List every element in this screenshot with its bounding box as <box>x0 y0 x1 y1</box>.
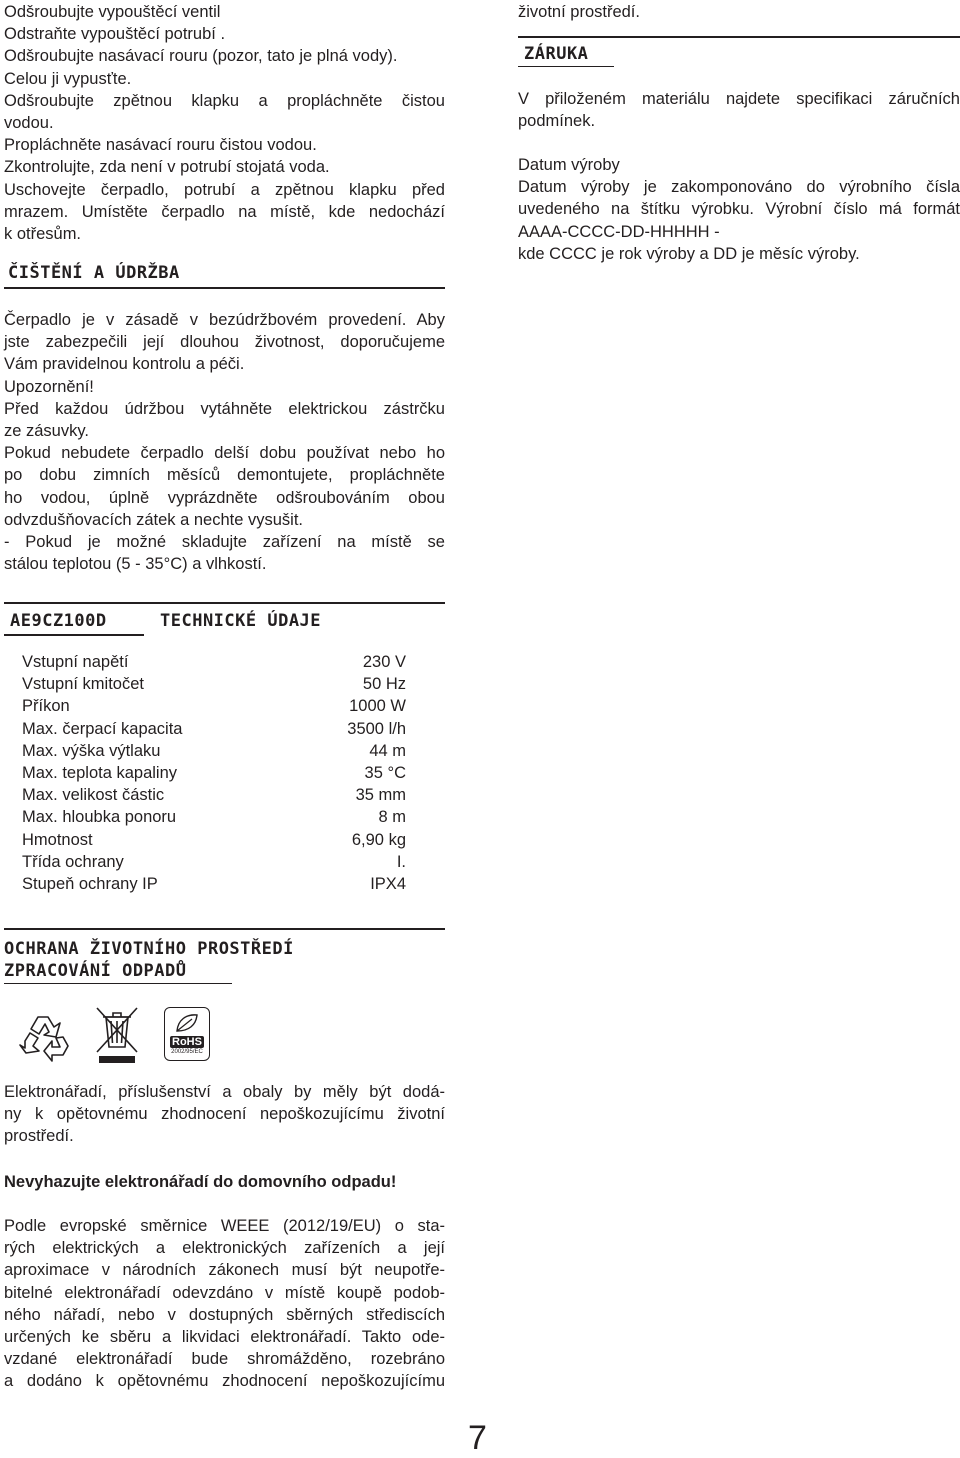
spec-label: Hmotnost <box>22 830 93 849</box>
cleaning-section <box>4 262 445 289</box>
text-line: mrazem. Umístěte čerpadlo na místě, kde nedochází <box>4 202 445 221</box>
spec-value: 50 Hz <box>362 675 406 694</box>
text-line: Odšroubujte vypouštěcí ventil <box>4 3 221 21</box>
environment-text <box>4 1081 445 1148</box>
spec-value: 6,90 kg <box>351 830 406 849</box>
cleaning-heading: ČIŠTĚNÍ A ÚDRŽBA <box>8 263 180 283</box>
text-line: ny k opětovnému zhodnocení nepoškozujícímu životní <box>4 1105 445 1124</box>
spec-row <box>22 718 406 740</box>
text-line: určených ke sběru a likvidaci elektronářadí. Takto ode- <box>4 1328 445 1347</box>
text-line: Podle evropské směrnice WEEE (2012/19/EU) o sta- <box>4 1217 445 1235</box>
heading-underline <box>518 66 614 67</box>
text-line: k otřesům. <box>4 225 82 244</box>
text-line: po dobu zimních měsíců demontujete, propláchněte <box>4 466 445 485</box>
heading-rule <box>4 287 445 289</box>
text-line: Datum výroby je zakomponováno do výrobního čísla <box>518 178 960 197</box>
cleaning-text <box>4 309 445 575</box>
heading-rule <box>518 36 960 38</box>
environment-header <box>4 928 445 984</box>
text-line: prostředí. <box>4 1127 74 1146</box>
rohs-label: RoHS <box>170 1036 204 1048</box>
text-line: Vám pravidelnou kontrolu a péči. <box>4 355 245 374</box>
text-line: AAAA-CCCC-DD-HHHHH - <box>518 222 720 241</box>
text-line: jste zabezpečili její dlouhou životnost, doporučujeme <box>4 333 445 352</box>
spec-row <box>22 762 406 784</box>
maintenance-steps <box>4 1 445 245</box>
spec-value: 44 m <box>369 741 406 760</box>
leaf-icon <box>174 1012 200 1034</box>
weee-text <box>4 1215 445 1393</box>
model-underline <box>4 634 144 636</box>
environment-warning: Nevyhazujte elektronářadí do domovního odpadu! <box>4 1173 397 1191</box>
spec-label: Stupeň ochrany IP <box>22 874 158 893</box>
spec-label: Max. čerpací kapacita <box>22 719 183 738</box>
crossed-bin-icon <box>94 1005 140 1065</box>
text-line: Odstraňte vypouštěcí potrubí . <box>4 25 226 44</box>
text-line: Upozornění! <box>4 377 94 396</box>
text-line: kde CCCC je rok výroby a DD je měsíc výroby. <box>518 244 860 263</box>
spec-value: I. <box>396 852 406 871</box>
environment-heading-line2: ZPRACOVÁNÍ ODPADŮ <box>4 961 187 981</box>
spec-value: 35 °C <box>364 763 406 782</box>
maintenance-text <box>4 1 445 245</box>
environment-warning-block <box>4 1171 445 1193</box>
spec-value: 35 mm <box>355 786 406 805</box>
rohs-icon <box>164 1007 210 1061</box>
page-number: 7 <box>468 1419 487 1457</box>
text-line: Elektronářadí, příslušenství a obaly by měly být dodá- <box>4 1083 445 1101</box>
text-line: a dodáno k opětovnému zhodnocení nepoškozujícímu <box>4 1372 445 1391</box>
spec-row <box>22 784 406 806</box>
spec-row <box>22 673 406 695</box>
spec-value: 8 m <box>378 808 406 827</box>
spec-row <box>22 873 406 895</box>
spec-value: 3500 l/h <box>347 719 406 738</box>
heading-rule <box>4 928 445 930</box>
model-number: AE9CZ100D <box>10 611 107 631</box>
text-line: Propláchněte nasávací rouru čistou vodou. <box>4 136 317 155</box>
text-line: vzdané elektronářadí bude shromážděno, rozebráno <box>4 1350 445 1369</box>
text-line: V přiloženém materiálu najdete specifikaci záručních <box>518 90 960 108</box>
text-line: ného nářadí, nebo v dostupných sběrných střediscích <box>4 1305 445 1324</box>
text-line: - Pokud je možné skladujte zařízení na místě se <box>4 533 445 552</box>
technical-heading: TECHNICKÉ ÚDAJE <box>160 611 322 631</box>
spec-label: Max. teplota kapaliny <box>22 763 178 782</box>
warranty-text <box>518 88 960 132</box>
text-line: stálou teplotou (5 - 35°C) a vlhkostí. <box>4 555 267 574</box>
spec-value: IPX4 <box>370 874 406 893</box>
heading-underline <box>4 983 232 984</box>
specs-table <box>22 651 406 895</box>
recycle-icon <box>16 1007 76 1067</box>
spec-label: Max. velikost částic <box>22 786 165 805</box>
text-line: rých elektrických a elektronických zařízeních a její <box>4 1239 445 1258</box>
spec-row <box>22 829 406 851</box>
text-line: Celou ji vypusťte. <box>4 69 132 88</box>
text-line: ze zásuvky. <box>4 422 89 441</box>
text-line: Datum výroby <box>518 156 620 174</box>
text-line: Odšroubujte zpětnou klapku a propláchněte čistou <box>4 91 445 110</box>
spec-label: Max. hloubka ponoru <box>22 808 177 827</box>
text-line: aproximace v národních zákonech musí být neupotře- <box>4 1261 445 1280</box>
disposal-icons <box>12 1005 212 1065</box>
text-line: bitelné elektronářadí odevzdáno v místě koupě podob- <box>4 1283 445 1302</box>
spec-row <box>22 806 406 828</box>
cleaning-text-block <box>4 309 445 575</box>
spec-row <box>22 851 406 873</box>
text-line: odvzdušňovacích zátek a nechte vysušit. <box>4 510 303 529</box>
text-line: vodou. <box>4 114 54 133</box>
spec-row <box>22 695 406 717</box>
spec-row <box>22 651 406 673</box>
continuation-text: životní prostředí. <box>518 3 640 21</box>
warranty-header <box>518 36 960 67</box>
environment-para2 <box>4 1215 445 1393</box>
warranty-heading: ZÁRUKA <box>524 44 589 64</box>
technical-header <box>4 602 445 636</box>
spec-value: 1000 W <box>349 697 406 716</box>
text-line: Uschovejte čerpadlo, potrubí a zpětnou klapku před <box>4 180 445 199</box>
spec-label: Příkon <box>22 697 70 716</box>
spec-value: 230 V <box>362 653 406 671</box>
environment-heading-line1: OCHRANA ŽIVOTNÍHO PROSTŘEDÍ <box>4 939 294 959</box>
spec-label: Vstupní kmitočet <box>22 675 144 694</box>
spec-label: Třída ochrany <box>22 852 124 871</box>
text-line: Čerpadlo je v zásadě v bezúdržbovém provedení. Aby <box>4 311 445 329</box>
text-line: Před každou údržbou vytáhněte elektrickou zástrčku <box>4 399 445 418</box>
text-line: Pokud nebudete čerpadlo delší dobu používat nebo ho <box>4 444 445 463</box>
spec-label: Vstupní napětí <box>22 653 129 671</box>
environment-para1 <box>4 1081 445 1148</box>
production-date-text <box>518 154 960 265</box>
text-line: uvedeného na štítku výrobku. Výrobní číslo má formát <box>518 200 960 219</box>
spec-label: Max. výška výtlaku <box>22 741 161 760</box>
rohs-year: 2002/95/EC <box>171 1049 203 1055</box>
text-line: Odšroubujte nasávací rouru (pozor, tato je plná vody). <box>4 47 398 66</box>
text-line: Zkontrolujte, zda není v potrubí stojatá voda. <box>4 158 330 177</box>
spec-row <box>22 740 406 762</box>
text-line: ho vodou, úplně vyprázdněte odšroubováním obou <box>4 488 445 507</box>
text-line: podmínek. <box>518 112 596 131</box>
